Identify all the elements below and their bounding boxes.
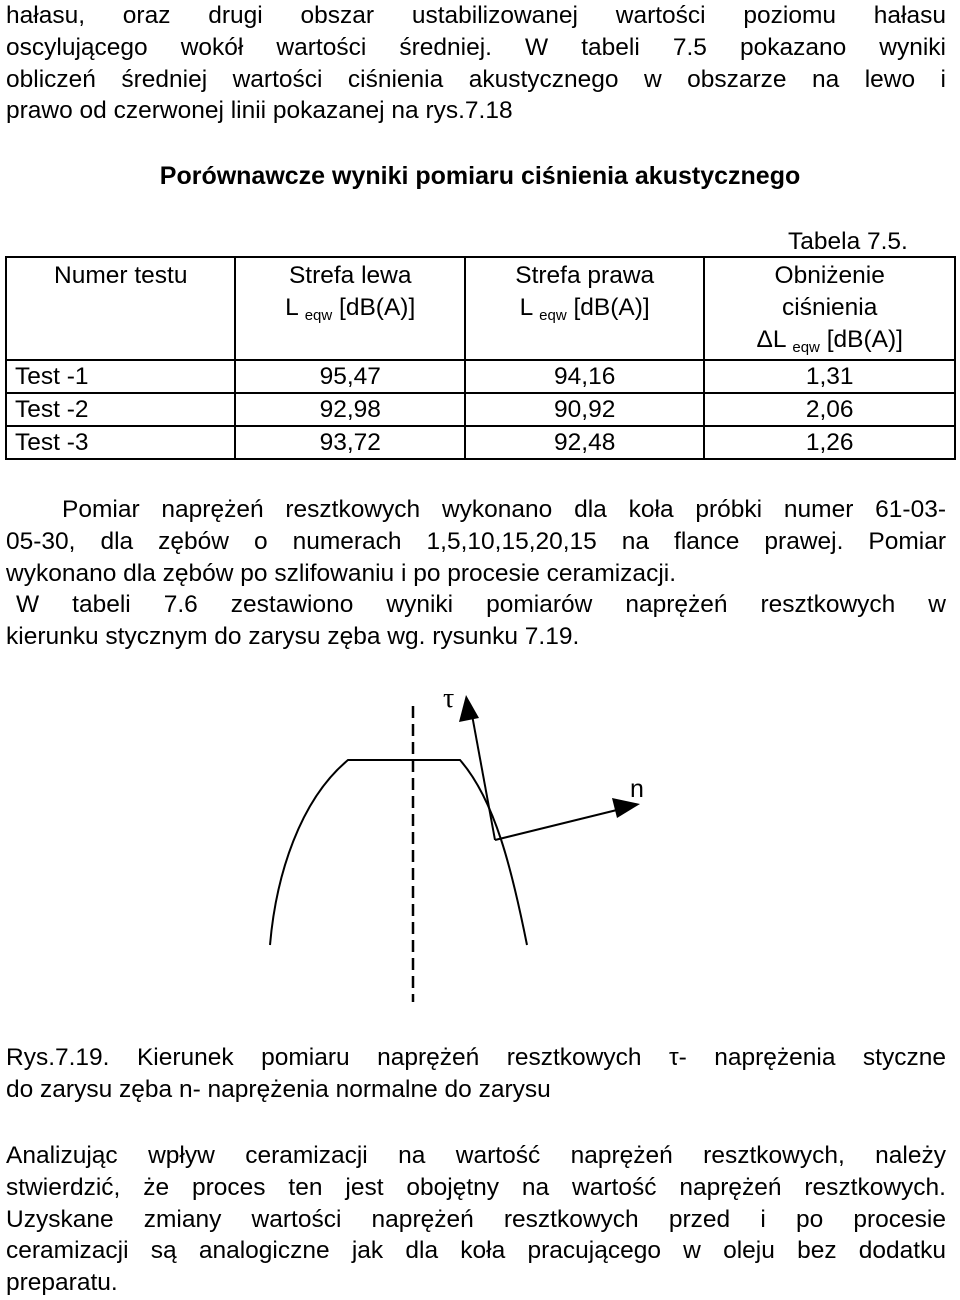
tau-label: τ (443, 683, 455, 714)
measurement-paragraph (6, 494, 946, 653)
text-line: stwierdzić, że proces ten jest obojętny na wartość naprężeń resztkowych. (6, 1173, 946, 1201)
intro-paragraph (6, 0, 946, 127)
gear-tooth-diagram (0, 660, 960, 1050)
normal-arrow-shaft (495, 808, 625, 840)
cell-test: Test -2 (6, 393, 235, 426)
cell-left: 93,72 (235, 426, 464, 459)
table-reference: Tabela 7.5. (788, 228, 908, 255)
n-label: n (630, 775, 644, 803)
results-table (5, 256, 956, 460)
table-row (6, 360, 955, 393)
text-line: hałasu, oraz drugi obszar ustabilizowanej wartości poziomu hałasu (6, 2, 946, 29)
text-line: Analizując wpływ ceramizacji na wartość naprężeń resztkowych, należy (6, 1142, 946, 1169)
text-line: ceramizacji są analogiczne jak dla koła pracującego w oleju bez dodatku (6, 1237, 946, 1265)
table-header-row (6, 257, 955, 360)
text-line: W tabeli 7.6 zestawiono wyniki pomiarów naprężeń resztkowych w (16, 591, 946, 619)
tooth-profile (270, 760, 527, 945)
text-line: Pomiar naprężeń resztkowych wykonano dla koła próbki numer 61-03- (62, 496, 946, 523)
tangent-arrow-shaft (470, 704, 495, 840)
cell-left: 95,47 (235, 360, 464, 393)
text-line: wykonano dla zębów po szlifowaniu i po procesie ceramizacji. (6, 559, 677, 587)
cell-left: 92,98 (235, 393, 464, 426)
cell-test: Test -3 (6, 426, 235, 459)
tangent-arrow-head (459, 695, 479, 722)
cell-test: Test -1 (6, 360, 235, 393)
cell-right: 92,48 (465, 426, 704, 459)
text-line: 05-30, dla zębów o numerach 1,5,10,15,20,15 na flance prawej. Pomiar (6, 527, 946, 555)
text-line: preparatu. (6, 1269, 118, 1297)
text-line: Rys.7.19. Kierunek pomiaru naprężeń resztkowych τ- naprężenia styczne (6, 1044, 946, 1071)
header-left-zone: Strefa lewa L $_{eqw}$ [dB(A)] (235, 257, 464, 360)
header-test-number: Numer testu (6, 257, 235, 360)
cell-drop: 1,31 (704, 360, 955, 393)
text-line: kierunku stycznym do zarysu zęba wg. rysunku 7.19. (6, 623, 580, 651)
cell-right: 94,16 (465, 360, 704, 393)
header-right-zone: Strefa prawa L $_{eqw}$ [dB(A)] (465, 257, 704, 360)
text-line: do zarysu zęba n- naprężenia normalne do zarysu (6, 1075, 551, 1103)
header-pressure-drop: Obniżenie ciśnienia ΔL $_{eqw}$ [dB(A)] (704, 257, 955, 360)
cell-right: 90,92 (465, 393, 704, 426)
conclusion-paragraph (6, 1140, 946, 1299)
table-row (6, 426, 955, 459)
text-line: oscylującego wokół wartości średniej. W tabeli 7.5 pokazano wyniki (6, 33, 946, 61)
table-title: Porównawcze wyniki pomiaru ciśnienia akustycznego (159, 162, 801, 190)
figure-caption (6, 1042, 946, 1106)
text-line: prawo od czerwonej linii pokazanej na rys.7.18 (6, 97, 513, 125)
cell-drop: 2,06 (704, 393, 955, 426)
text-line: Uzyskane zmiany wartości naprężeń resztkowych przed i po procesie (6, 1205, 946, 1233)
cell-drop: 1,26 (704, 426, 955, 459)
table-row (6, 393, 955, 426)
text-line: obliczeń średniej wartości ciśnienia akustycznego w obszarze na lewo i (6, 65, 946, 93)
